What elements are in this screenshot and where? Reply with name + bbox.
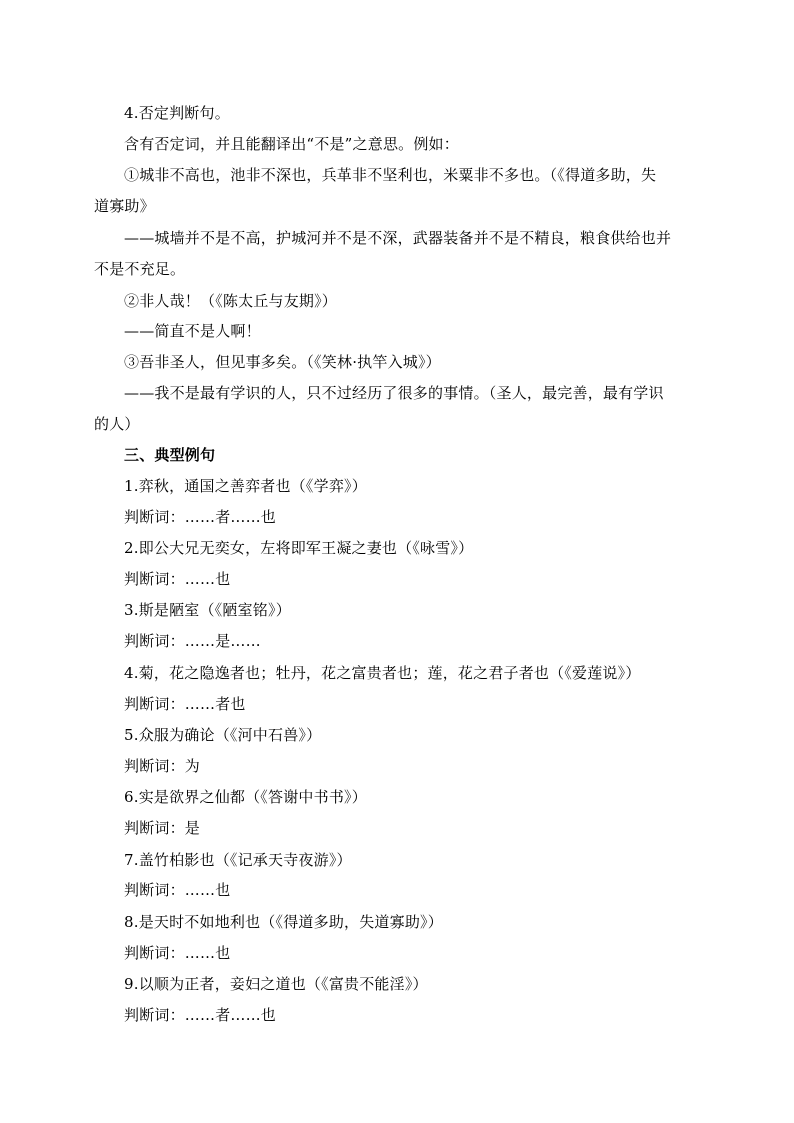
section4-heading: 4.否定判断句。 xyxy=(124,104,230,122)
judgment-word: 判断词：……也 xyxy=(124,881,231,899)
translation1-line1: ——城墙并不是不高，护城河并不是不深，武器装备并不是不精良，粮食供给也并 xyxy=(124,229,672,247)
judgment-word: 判断词：……也 xyxy=(124,944,231,962)
section3-heading: 三、典型例句 xyxy=(124,446,216,464)
example-sentence: 6.实是欲界之仙都（《答谢中书书》） xyxy=(124,788,367,806)
translation2: ——简直不是人啊！ xyxy=(124,322,261,340)
example-sentence: 8.是天时不如地利也（《得道多助，失道寡助》） xyxy=(124,913,443,931)
example-sentence: 2.即公大兄无奕女，左将即军王凝之妻也（《咏雪》） xyxy=(124,539,474,557)
judgment-word: 判断词：为 xyxy=(124,757,201,775)
section4-intro: 含有否定词，并且能翻译出“不是”之意思。例如： xyxy=(124,135,459,153)
example1-line2: 道寡助》 xyxy=(94,197,155,215)
example1-line1: ①城非不高也，池非不深也，兵革非不坚利也，米粟非不多也。（《得道多助，失 xyxy=(124,166,657,184)
translation1-line2: 不是不充足。 xyxy=(94,260,186,278)
example-sentence: 3.斯是陋室（《陋室铭》） xyxy=(124,601,291,619)
example-sentence: 7.盖竹柏影也（《记承天寺夜游》） xyxy=(124,851,352,869)
example-sentence: 9.以顺为正者，妾妇之道也（《富贵不能淫》） xyxy=(124,975,428,993)
example-sentence: 1.弈秋，通国之善弈者也（《学弈》） xyxy=(124,477,367,495)
judgment-word: 判断词：……者……也 xyxy=(124,508,277,526)
judgment-word: 判断词：是 xyxy=(124,819,201,837)
example2: ②非人哉！（《陈太丘与友期》） xyxy=(124,292,338,310)
judgment-word: 判断词：……者……也 xyxy=(124,1006,277,1024)
judgment-word: 判断词：……也 xyxy=(124,570,231,588)
example-sentence: 5.众服为确论（《河中石兽》） xyxy=(124,726,322,744)
judgment-word: 判断词：……者也 xyxy=(124,695,246,713)
example-sentence: 4.菊，花之隐逸者也；牡丹，花之富贵者也；莲，花之君子者也（《爱莲说》） xyxy=(124,664,641,682)
judgment-word: 判断词：……是…… xyxy=(124,632,261,650)
translation3-line1: ——我不是最有学识的人，只不过经历了很多的事情。（圣人，最完善，最有学识 xyxy=(124,384,664,402)
translation3-line2: 的人） xyxy=(94,415,140,433)
example3: ③吾非圣人，但见事多矣。（《笑林·执竿入城》） xyxy=(124,353,441,371)
